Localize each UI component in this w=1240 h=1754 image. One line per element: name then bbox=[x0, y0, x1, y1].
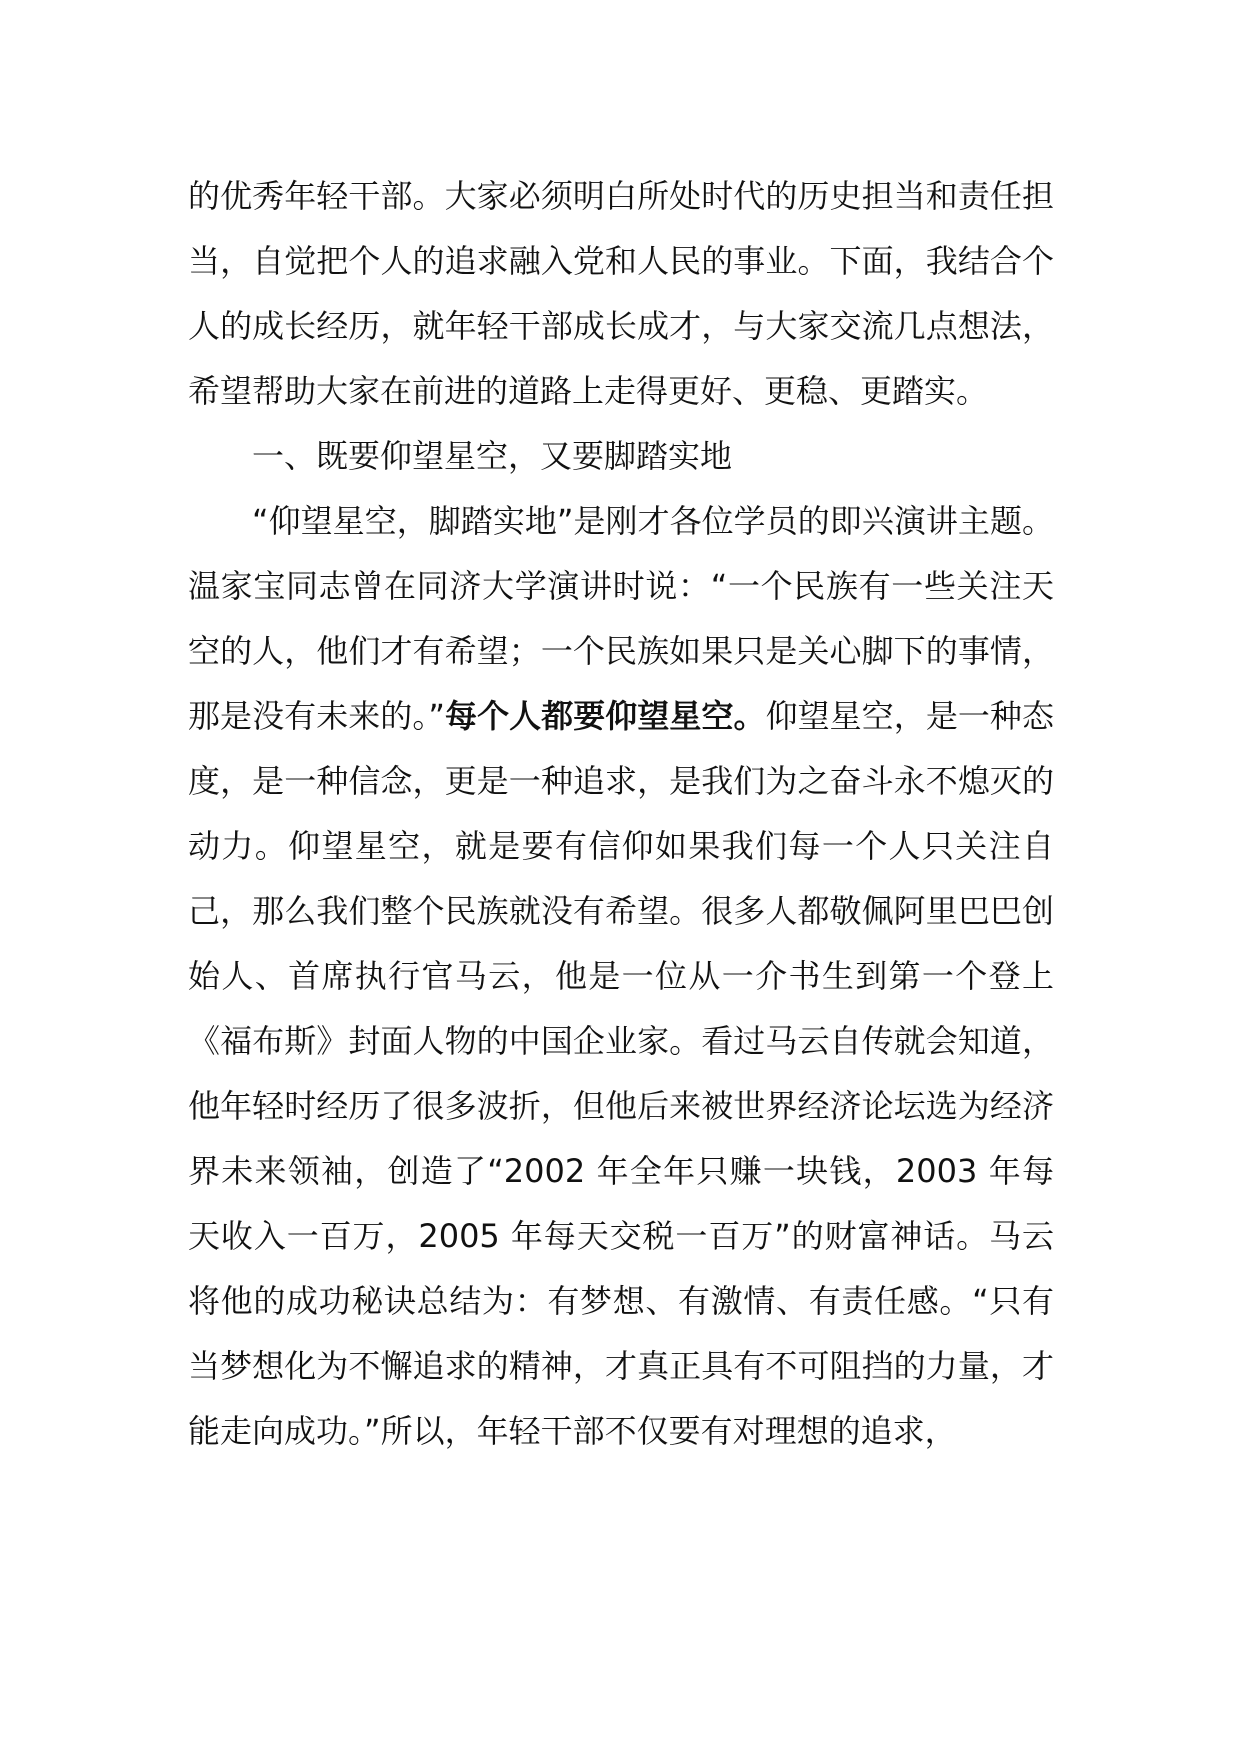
paragraph-intro: 的优秀年轻干部。大家必须明白所处时代的历史担当和责任担当，自觉把个人的追求融入党和人民的事业。下面，我结合个人的成长经历，就年轻干部成长成才，与大家交流几点想法，希望帮助大家在前进的道路上走得更好、更稳、更踏实。 bbox=[188, 177, 1054, 410]
paragraph-text: “仰望星空，脚踏实地”是刚才各位学员的即兴演讲主题。温家宝同志曾在同济大学演讲时说：“一个民族有一些关注天空的人，他们才有希望；一个民族如果只是关心脚下的事情，那是没有未来的。” bbox=[188, 502, 1054, 735]
paragraph-body bbox=[188, 489, 1054, 1464]
paragraph-text-continued: 仰望星空，是一种态度，是一种信念，更是一种追求，是我们为之奋斗永不熄灭的动力。仰望星空，就是要有信仰如果我们每一个人只关注自己，那么我们整个民族就没有希望。很多人都敬佩阿里巴巴创始人、首席执行官马云，他是一位从一介书生到第一个登上《福布斯》封面人物的中国企业家。看过马云自传就会知道，他年轻时经历了很多波折，但他后来被世界经济论坛选为经济界未来领袖，创造了“2002 年全年只赚一块钱，2003 年每天收入一百万，2005 年每天交税一百万”的财富神话。马云将他的成功秘诀总结为：有梦想、有激情、有责任感。“只有当梦想化为不懈追求的精神，才真正具有不可阻挡的力量，才能走向成功。”所以，年轻干部不仅要有对理想的追求， bbox=[188, 697, 1054, 1450]
section-heading: 一、既要仰望星空，又要脚踏实地 bbox=[252, 437, 733, 475]
emphasis-text: 每个人都要仰望星空。 bbox=[445, 697, 766, 735]
document-page bbox=[188, 164, 1054, 1464]
